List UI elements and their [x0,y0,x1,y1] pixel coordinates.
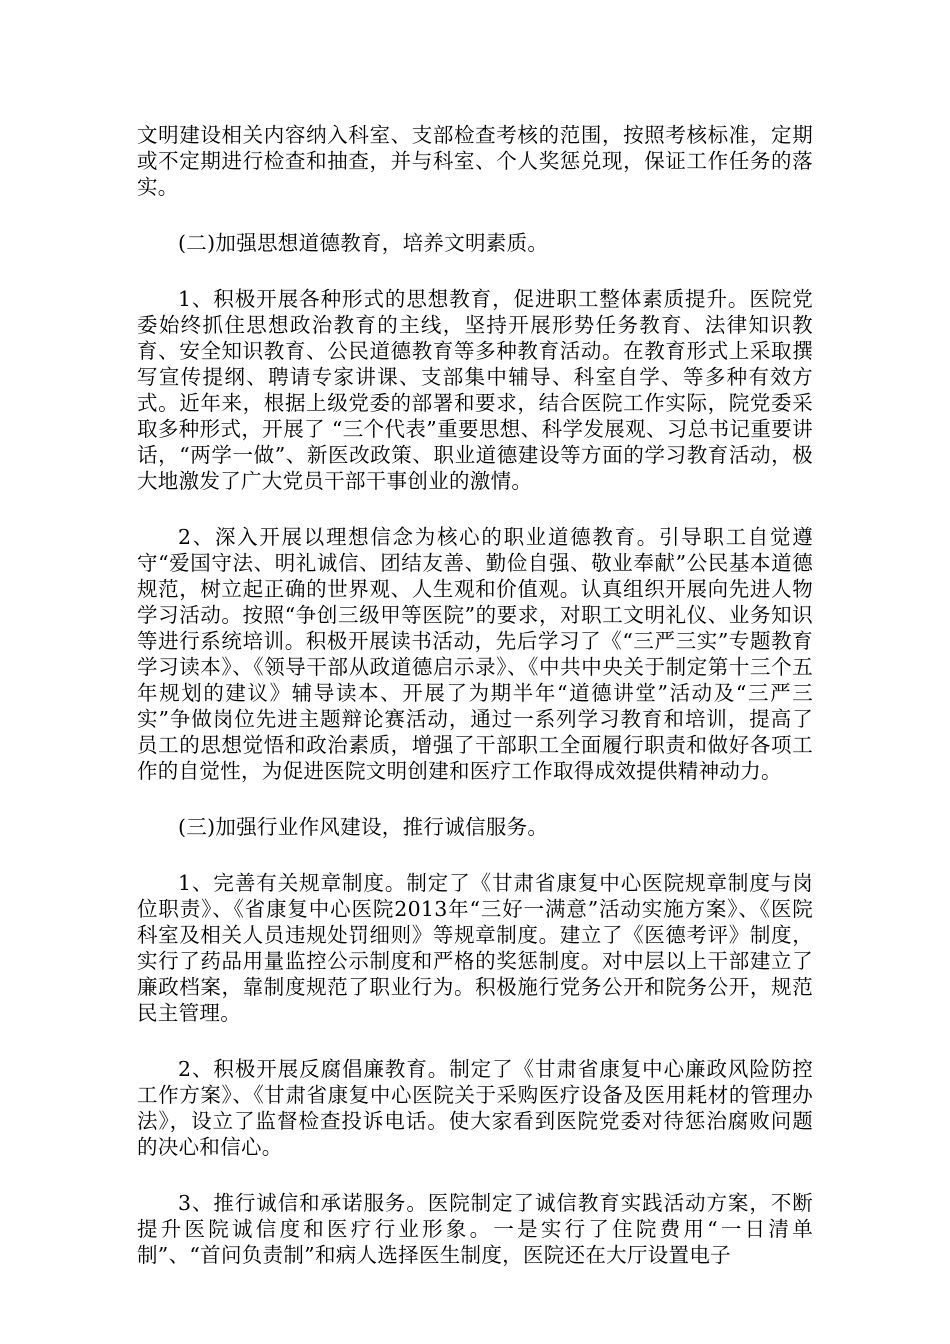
section-heading-2: (二)加强思想道德教育，培养文明素质。 [178,231,549,255]
paragraph-ideological-education: 1、积极开展各种形式的思想教育，促进职工整体素质提升。医院党委始终抓住思想政治教育的主线，坚持开展形势任务教育、法律知识教育、安全知识教育、公民道德教育等多种教育活动。在教育形式上采取撰写宣传提纲、聘请专家讲课、支部集中辅导、科室自学、等多种有效方式。近年来，根据上级党委的部署和要求，结合医院工作实际，院党委采取多种形式，开展了 “三个代表”重要思想、科学发展观、习总书记重要讲话，“两学一做”、新医改政策、职业道德建设等方面的学习教育活动，极大地激发了广大党员干部干事创业的激情。 [137,287,813,493]
paragraph-integrity-service: 3、推行诚信和承诺服务。医院制定了诚信教育实践活动方案，不断提升医院诚信度和医疗行业形象。一是实行了住院费用“一日清单制”、“首问负责制”和病人选择医生制度，医院还在大厅设置电子 [137,1191,813,1267]
paragraph-continuation: 文明建设相关内容纳入科室、支部检查考核的范围，按照考核标准，定期或不定期进行检查和抽查，并与科室、个人奖惩兑现，保证工作任务的落实。 [137,123,813,199]
document-body [137,122,813,1298]
section-heading-3: (三)加强行业作风建设，推行诚信服务。 [178,815,549,839]
paragraph-anti-corruption: 2、积极开展反腐倡廉教育。制定了《甘肃省康复中心廉政风险防控工作方案》、《甘肃省康复中心医院关于采购医疗设备及医用耗材的管理办法》，设立了监督检查投诉电话。使大家看到医院党委对待惩治腐败问题的决心和信心。 [137,1057,813,1159]
paragraph-rules-system: 1、完善有关规章制度。制定了《甘肃省康复中心医院规章制度与岗位职责》、《省康复中心医院2013年“三好一满意”活动实施方案》、《医院科室及相关人员违规处罚细则》等规章制度。建立了《医德考评》制度，实行了药品用量监控公示制度和严格的奖惩制度。对中层以上干部建立了廉政档案，靠制度规范了职业行为。积极施行党务公开和院务公开，规范民主管理。 [137,871,813,1025]
paragraph-professional-ethics: 2、深入开展以理想信念为核心的职业道德教育。引导职工自觉遵守“爱国守法、明礼诚信、团结友善、勤俭自强、敬业奉献”公民基本道德规范，树立起正确的世界观、人生观和价值观。认真组织开展向先进人物学习活动。按照“争创三级甲等医院”的要求，对职工文明礼仪、业务知识等进行系统培训。积极开展读书活动，先后学习了《“三严三实”专题教育学习读本》、《领导干部从政道德启示录》、《中共中央关于制定第十三个五年规划的建议》辅导读本、开展了为期半年“道德讲堂”活动及“三严三实”争做岗位先进主题辩论赛活动，通过一系列学习教育和培训，提高了员工的思想觉悟和政治素质，增强了干部职工全面履行职责和做好各项工作的自觉性，为促进医院文明创建和医疗工作取得成效提供精神动力。 [137,525,813,783]
